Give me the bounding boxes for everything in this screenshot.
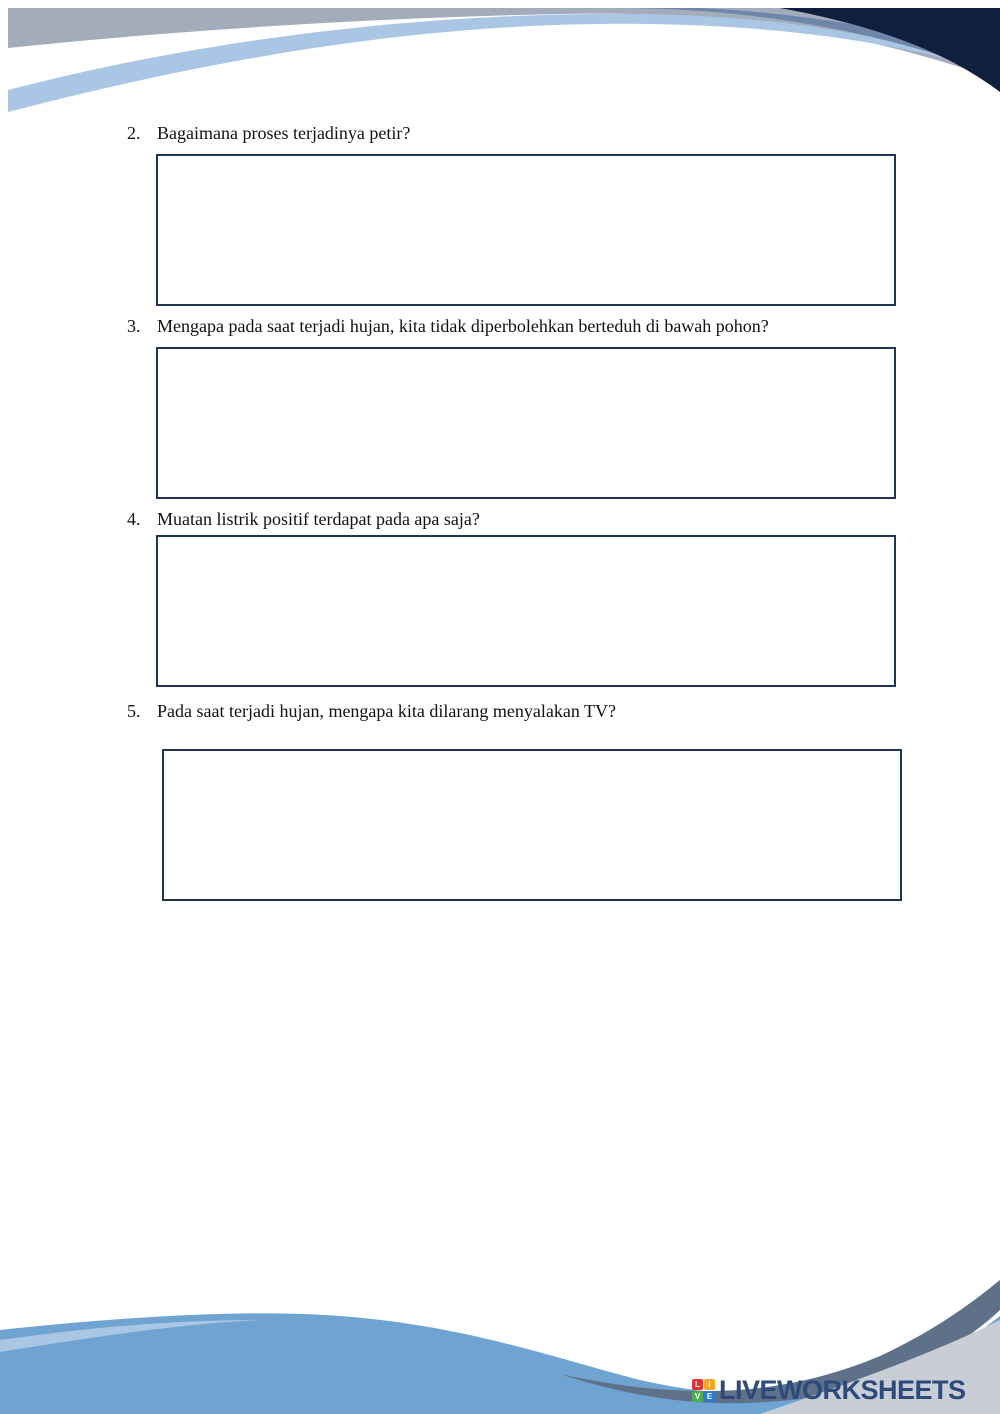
question-number: 4.: [127, 509, 141, 529]
logo-letter-l: L: [692, 1379, 703, 1390]
question-number: 5.: [127, 701, 141, 721]
question-number: 2.: [127, 123, 141, 143]
answer-box-2[interactable]: [156, 154, 896, 306]
question-4: [127, 508, 480, 530]
header-wave-decoration: [0, 0, 1000, 130]
logo-letter-e: E: [704, 1391, 715, 1402]
logo-letter-i: I: [704, 1379, 715, 1390]
question-2: [127, 122, 410, 144]
question-text: Pada saat terjadi hujan, mengapa kita dilarang menyalakan TV?: [157, 701, 616, 721]
question-3: [127, 315, 769, 337]
logo-letter-v: V: [692, 1391, 703, 1402]
answer-box-4[interactable]: [156, 535, 896, 687]
question-text: Mengapa pada saat terjadi hujan, kita tidak diperbolehkan berteduh di bawah pohon?: [157, 316, 769, 336]
question-number: 3.: [127, 316, 141, 336]
liveworksheets-logo: [692, 1375, 966, 1405]
answer-box-3[interactable]: [156, 347, 896, 499]
brand-text: LIVEWORKSHEETS: [719, 1374, 966, 1405]
logo-mark: [692, 1379, 715, 1402]
question-text: Bagaimana proses terjadinya petir?: [157, 123, 411, 143]
answer-box-5[interactable]: [162, 749, 902, 901]
question-5: [127, 700, 616, 722]
question-text: Muatan listrik positif terdapat pada apa saja?: [157, 509, 480, 529]
